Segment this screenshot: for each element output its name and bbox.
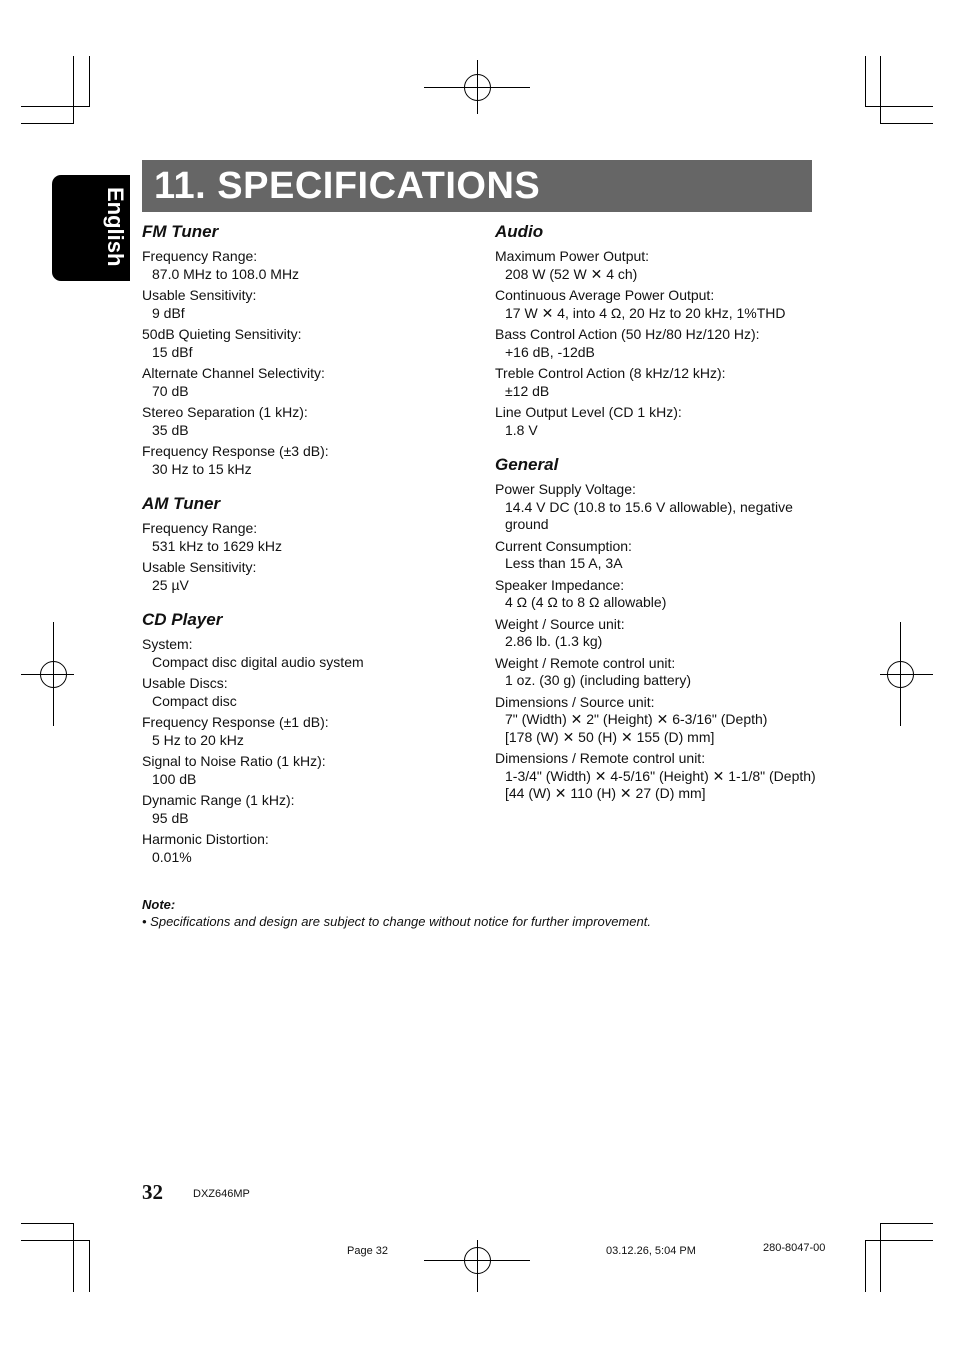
spec-label: Weight / Source unit: <box>495 615 625 632</box>
spec-item <box>142 520 472 555</box>
spec-label: Speaker Impedance: <box>495 576 625 593</box>
spec-label: System: <box>142 636 193 652</box>
spec-item <box>142 365 472 400</box>
spec-item <box>142 675 472 710</box>
spec-item <box>495 694 825 747</box>
spec-value: 95 dB <box>152 809 189 826</box>
spec-value: 17 W ✕ 4, into 4 Ω, 20 Hz to 20 kHz, 1%THD <box>505 304 786 321</box>
spec-item <box>142 831 472 866</box>
spec-item <box>142 248 472 283</box>
section-title: General <box>495 455 559 474</box>
spec-item <box>142 326 472 361</box>
spec-value: Compact disc digital audio system <box>152 653 364 670</box>
spec-value: 1-3/4" (Width) ✕ 4-5/16" (Height) ✕ 1-1/8" (Depth) <box>505 767 816 784</box>
spec-item <box>495 365 825 400</box>
spec-item <box>495 404 825 439</box>
spec-value: 100 dB <box>152 770 197 787</box>
language-tab <box>52 175 130 281</box>
spec-value: 208 W (52 W ✕ 4 ch) <box>505 265 638 282</box>
spec-label: 50dB Quieting Sensitivity: <box>142 326 302 342</box>
spec-value: 7" (Width) ✕ 2" (Height) ✕ 6-3/16" (Depth) <box>505 711 768 727</box>
spec-label: Continuous Average Power Output: <box>495 287 715 303</box>
spec-value: Less than 15 A, 3A <box>505 555 623 571</box>
spec-label: Line Output Level (CD 1 kHz): <box>495 404 682 420</box>
language-tab-label: English <box>103 187 128 267</box>
spec-item <box>142 753 472 788</box>
spec-value: 25 µV <box>152 576 189 593</box>
spec-value: Compact disc <box>152 692 237 709</box>
slug-date: 03.12.26, 5:04 PM <box>606 1245 696 1257</box>
spec-item <box>142 443 472 478</box>
spec-label: Frequency Response (±3 dB): <box>142 443 329 459</box>
spec-label: Bass Control Action (50 Hz/80 Hz/120 Hz): <box>495 326 760 342</box>
spec-label: Usable Sensitivity: <box>142 559 257 575</box>
spec-value: 531 kHz to 1629 kHz <box>152 537 282 554</box>
spec-label: Usable Discs: <box>142 675 228 691</box>
spec-item <box>495 616 825 651</box>
title-bar <box>142 160 812 212</box>
page-number: 32 <box>142 1180 163 1204</box>
section-title: AM Tuner <box>142 494 221 513</box>
spec-value: [178 (W) ✕ 50 (H) ✕ 155 (D) mm] <box>505 728 715 745</box>
spec-label: Alternate Channel Selectivity: <box>142 365 325 381</box>
spec-label: Weight / Remote control unit: <box>495 654 676 671</box>
spec-item <box>142 404 472 439</box>
spec-section <box>495 222 825 439</box>
spec-value: 0.01% <box>152 848 192 865</box>
spec-item <box>495 287 825 322</box>
spec-item <box>495 326 825 361</box>
spec-item <box>142 559 472 594</box>
spec-section <box>142 610 472 866</box>
spec-item <box>142 792 472 827</box>
spec-label: Power Supply Voltage: <box>495 481 636 497</box>
spec-item <box>495 538 825 573</box>
spec-item <box>495 577 825 612</box>
spec-value: 1.8 V <box>505 421 538 438</box>
spec-item <box>495 655 825 690</box>
spec-label: Dimensions / Remote control unit: <box>495 750 706 766</box>
spec-item <box>142 714 472 749</box>
spec-item <box>495 481 825 534</box>
spec-label: Current Consumption: <box>495 537 632 554</box>
spec-value: 70 dB <box>152 382 189 399</box>
spec-value: 4 Ω (4 Ω to 8 Ω allowable) <box>505 594 667 610</box>
spec-item <box>142 636 472 671</box>
spec-label: Stereo Separation (1 kHz): <box>142 404 308 420</box>
spec-label: Frequency Range: <box>142 520 258 536</box>
note-text: • Specifications and design are subject to change without notice for further improvement. <box>142 914 651 929</box>
spec-value: 2.86 lb. (1.3 kg) <box>505 633 603 649</box>
spec-value: [44 (W) ✕ 110 (H) ✕ 27 (D) mm] <box>505 785 706 801</box>
note-title: Note: <box>142 897 176 912</box>
spec-section <box>142 494 472 594</box>
spec-item <box>495 248 825 283</box>
model-number: DXZ646MP <box>193 1188 250 1200</box>
spec-section <box>495 455 825 803</box>
page-title: 11. SPECIFICATIONS <box>154 165 541 207</box>
spec-label: Treble Control Action (8 kHz/12 kHz): <box>495 365 726 381</box>
section-title: FM Tuner <box>142 222 219 241</box>
spec-value: ±12 dB <box>505 382 550 399</box>
spec-value: 30 Hz to 15 kHz <box>152 460 252 477</box>
spec-section <box>142 222 472 478</box>
spec-item <box>495 750 825 803</box>
spec-label: Frequency Range: <box>142 248 258 264</box>
spec-label: Dynamic Range (1 kHz): <box>142 792 295 808</box>
section-title: Audio <box>495 222 544 241</box>
right-column <box>495 222 825 819</box>
slug-page: Page 32 <box>347 1245 388 1257</box>
spec-value: 14.4 V DC (10.8 to 15.6 V allowable), negative ground <box>505 498 793 532</box>
slug-code: 280-8047-00 <box>763 1242 826 1254</box>
spec-label: Harmonic Distortion: <box>142 831 269 847</box>
spec-value: 15 dBf <box>152 343 193 360</box>
spec-value: 5 Hz to 20 kHz <box>152 731 244 748</box>
spec-item <box>142 287 472 322</box>
spec-label: Usable Sensitivity: <box>142 287 257 303</box>
left-column <box>142 222 472 882</box>
spec-value: 1 oz. (30 g) (including battery) <box>505 672 691 688</box>
spec-label: Dimensions / Source unit: <box>495 693 655 710</box>
spec-value: 35 dB <box>152 421 189 438</box>
spec-label: Maximum Power Output: <box>495 248 650 264</box>
spec-label: Frequency Response (±1 dB): <box>142 714 329 730</box>
section-title: CD Player <box>142 610 223 629</box>
spec-label: Signal to Noise Ratio (1 kHz): <box>142 753 326 769</box>
note <box>142 896 822 930</box>
spec-value: 9 dBf <box>152 304 185 321</box>
spec-value: +16 dB, -12dB <box>505 343 595 360</box>
spec-value: 87.0 MHz to 108.0 MHz <box>152 265 300 282</box>
